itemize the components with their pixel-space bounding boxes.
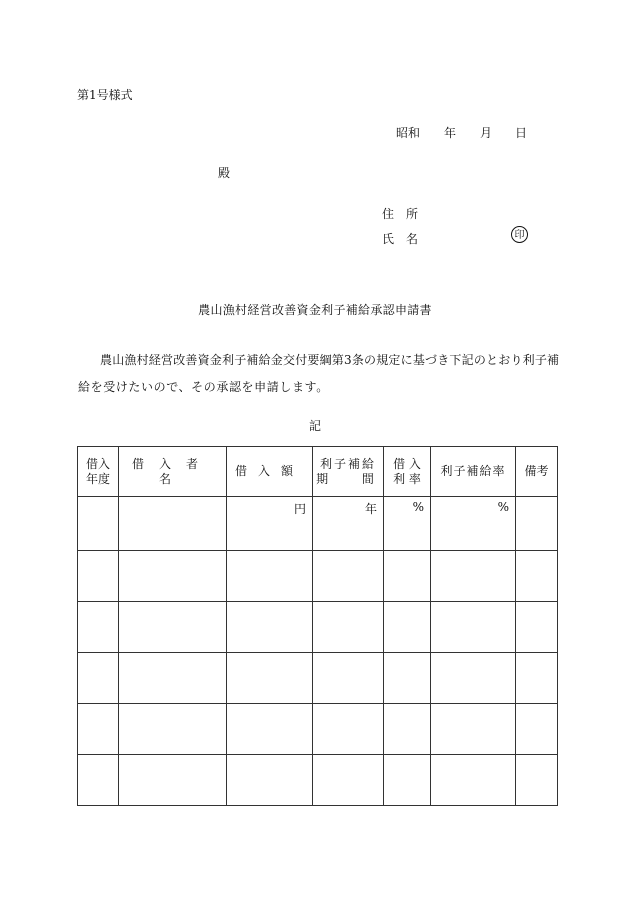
cell-subsidy-period[interactable] bbox=[313, 602, 384, 653]
form-number: 第1号様式 bbox=[77, 88, 133, 102]
table-header-row bbox=[78, 447, 558, 497]
header-loan-rate-line-2: 利 率 bbox=[393, 471, 421, 486]
document-title: 農山漁村経営改善資金利子補給承認申請書 bbox=[198, 303, 432, 317]
table-row bbox=[78, 704, 558, 755]
loan-record-table bbox=[77, 446, 558, 806]
cell-borrower-name[interactable] bbox=[119, 497, 227, 551]
cell-loan-rate[interactable] bbox=[384, 653, 431, 704]
cell-subsidy-period[interactable] bbox=[313, 497, 384, 551]
cell-subsidy-rate[interactable] bbox=[431, 551, 516, 602]
ki-label: 記 bbox=[308, 419, 321, 433]
seal-icon: 印 bbox=[511, 226, 528, 243]
cell-subsidy-rate[interactable] bbox=[431, 704, 516, 755]
unit-yen: 円 bbox=[293, 502, 306, 516]
table-row bbox=[78, 755, 558, 806]
date-year-label: 年 bbox=[444, 126, 457, 140]
unit-percent-rate: % bbox=[412, 500, 424, 514]
header-remarks: 備考 bbox=[516, 447, 558, 497]
cell-subsidy-rate[interactable] bbox=[431, 602, 516, 653]
unit-percent-subsidy: % bbox=[497, 500, 509, 514]
cell-loan-year[interactable] bbox=[78, 497, 119, 551]
header-subsidy-rate: 利子補給率 bbox=[431, 447, 516, 497]
cell-subsidy-period[interactable] bbox=[313, 755, 384, 806]
header-subsidy-period bbox=[313, 447, 384, 497]
cell-remarks[interactable] bbox=[516, 653, 558, 704]
date-month-label: 月 bbox=[480, 126, 493, 140]
cell-borrower-name[interactable] bbox=[119, 551, 227, 602]
table-row bbox=[78, 497, 558, 551]
cell-loan-rate[interactable] bbox=[384, 551, 431, 602]
cell-subsidy-period[interactable] bbox=[313, 704, 384, 755]
header-loan-year-line-2: 年度 bbox=[85, 471, 110, 486]
cell-loan-year[interactable] bbox=[78, 602, 119, 653]
cell-borrower-name[interactable] bbox=[119, 704, 227, 755]
name-label: 氏 名 bbox=[382, 232, 419, 246]
address-label: 住 所 bbox=[382, 207, 419, 221]
cell-remarks[interactable] bbox=[516, 755, 558, 806]
cell-loan-amount[interactable] bbox=[227, 755, 313, 806]
cell-loan-rate[interactable] bbox=[384, 497, 431, 551]
table-row bbox=[78, 551, 558, 602]
cell-borrower-name[interactable] bbox=[119, 755, 227, 806]
header-borrower-name: 借入者名 bbox=[119, 447, 227, 497]
cell-loan-year[interactable] bbox=[78, 755, 119, 806]
addressee-suffix: 殿 bbox=[218, 166, 231, 180]
cell-loan-amount[interactable] bbox=[227, 602, 313, 653]
header-subsidy-period-line-1: 利子補給 bbox=[319, 456, 376, 471]
header-loan-amount: 借入額 bbox=[227, 447, 313, 497]
cell-subsidy-period[interactable] bbox=[313, 653, 384, 704]
date-day-label: 日 bbox=[515, 126, 528, 140]
cell-loan-year[interactable] bbox=[78, 653, 119, 704]
unit-years: 年 bbox=[364, 502, 377, 516]
table-row bbox=[78, 602, 558, 653]
cell-borrower-name[interactable] bbox=[119, 653, 227, 704]
header-subsidy-period-line-2: 期 間 bbox=[316, 471, 380, 486]
cell-remarks[interactable] bbox=[516, 497, 558, 551]
cell-subsidy-rate[interactable] bbox=[431, 653, 516, 704]
cell-remarks[interactable] bbox=[516, 551, 558, 602]
header-loan-year bbox=[78, 447, 119, 497]
cell-subsidy-rate[interactable] bbox=[431, 497, 516, 551]
cell-loan-rate[interactable] bbox=[384, 755, 431, 806]
header-loan-rate bbox=[384, 447, 431, 497]
cell-remarks[interactable] bbox=[516, 704, 558, 755]
cell-loan-rate[interactable] bbox=[384, 704, 431, 755]
cell-loan-year[interactable] bbox=[78, 704, 119, 755]
body-text-line-2: 給を受けたいので、その承認を申請します。 bbox=[78, 380, 329, 394]
header-loan-rate-line-1: 借 入 bbox=[393, 456, 421, 471]
cell-loan-amount[interactable] bbox=[227, 704, 313, 755]
cell-loan-rate[interactable] bbox=[384, 602, 431, 653]
cell-borrower-name[interactable] bbox=[119, 602, 227, 653]
header-loan-year-line-1: 借入 bbox=[85, 456, 110, 471]
cell-loan-year[interactable] bbox=[78, 551, 119, 602]
cell-subsidy-rate[interactable] bbox=[431, 755, 516, 806]
cell-remarks[interactable] bbox=[516, 602, 558, 653]
cell-loan-amount[interactable] bbox=[227, 653, 313, 704]
cell-loan-amount[interactable] bbox=[227, 497, 313, 551]
cell-subsidy-period[interactable] bbox=[313, 551, 384, 602]
table-row bbox=[78, 653, 558, 704]
cell-loan-amount[interactable] bbox=[227, 551, 313, 602]
body-text-line-1: 農山漁村経営改善資金利子補給金交付要綱第3条の規定に基づき下記のとおり利子補 bbox=[100, 353, 560, 367]
date-era: 昭和 bbox=[396, 126, 421, 140]
